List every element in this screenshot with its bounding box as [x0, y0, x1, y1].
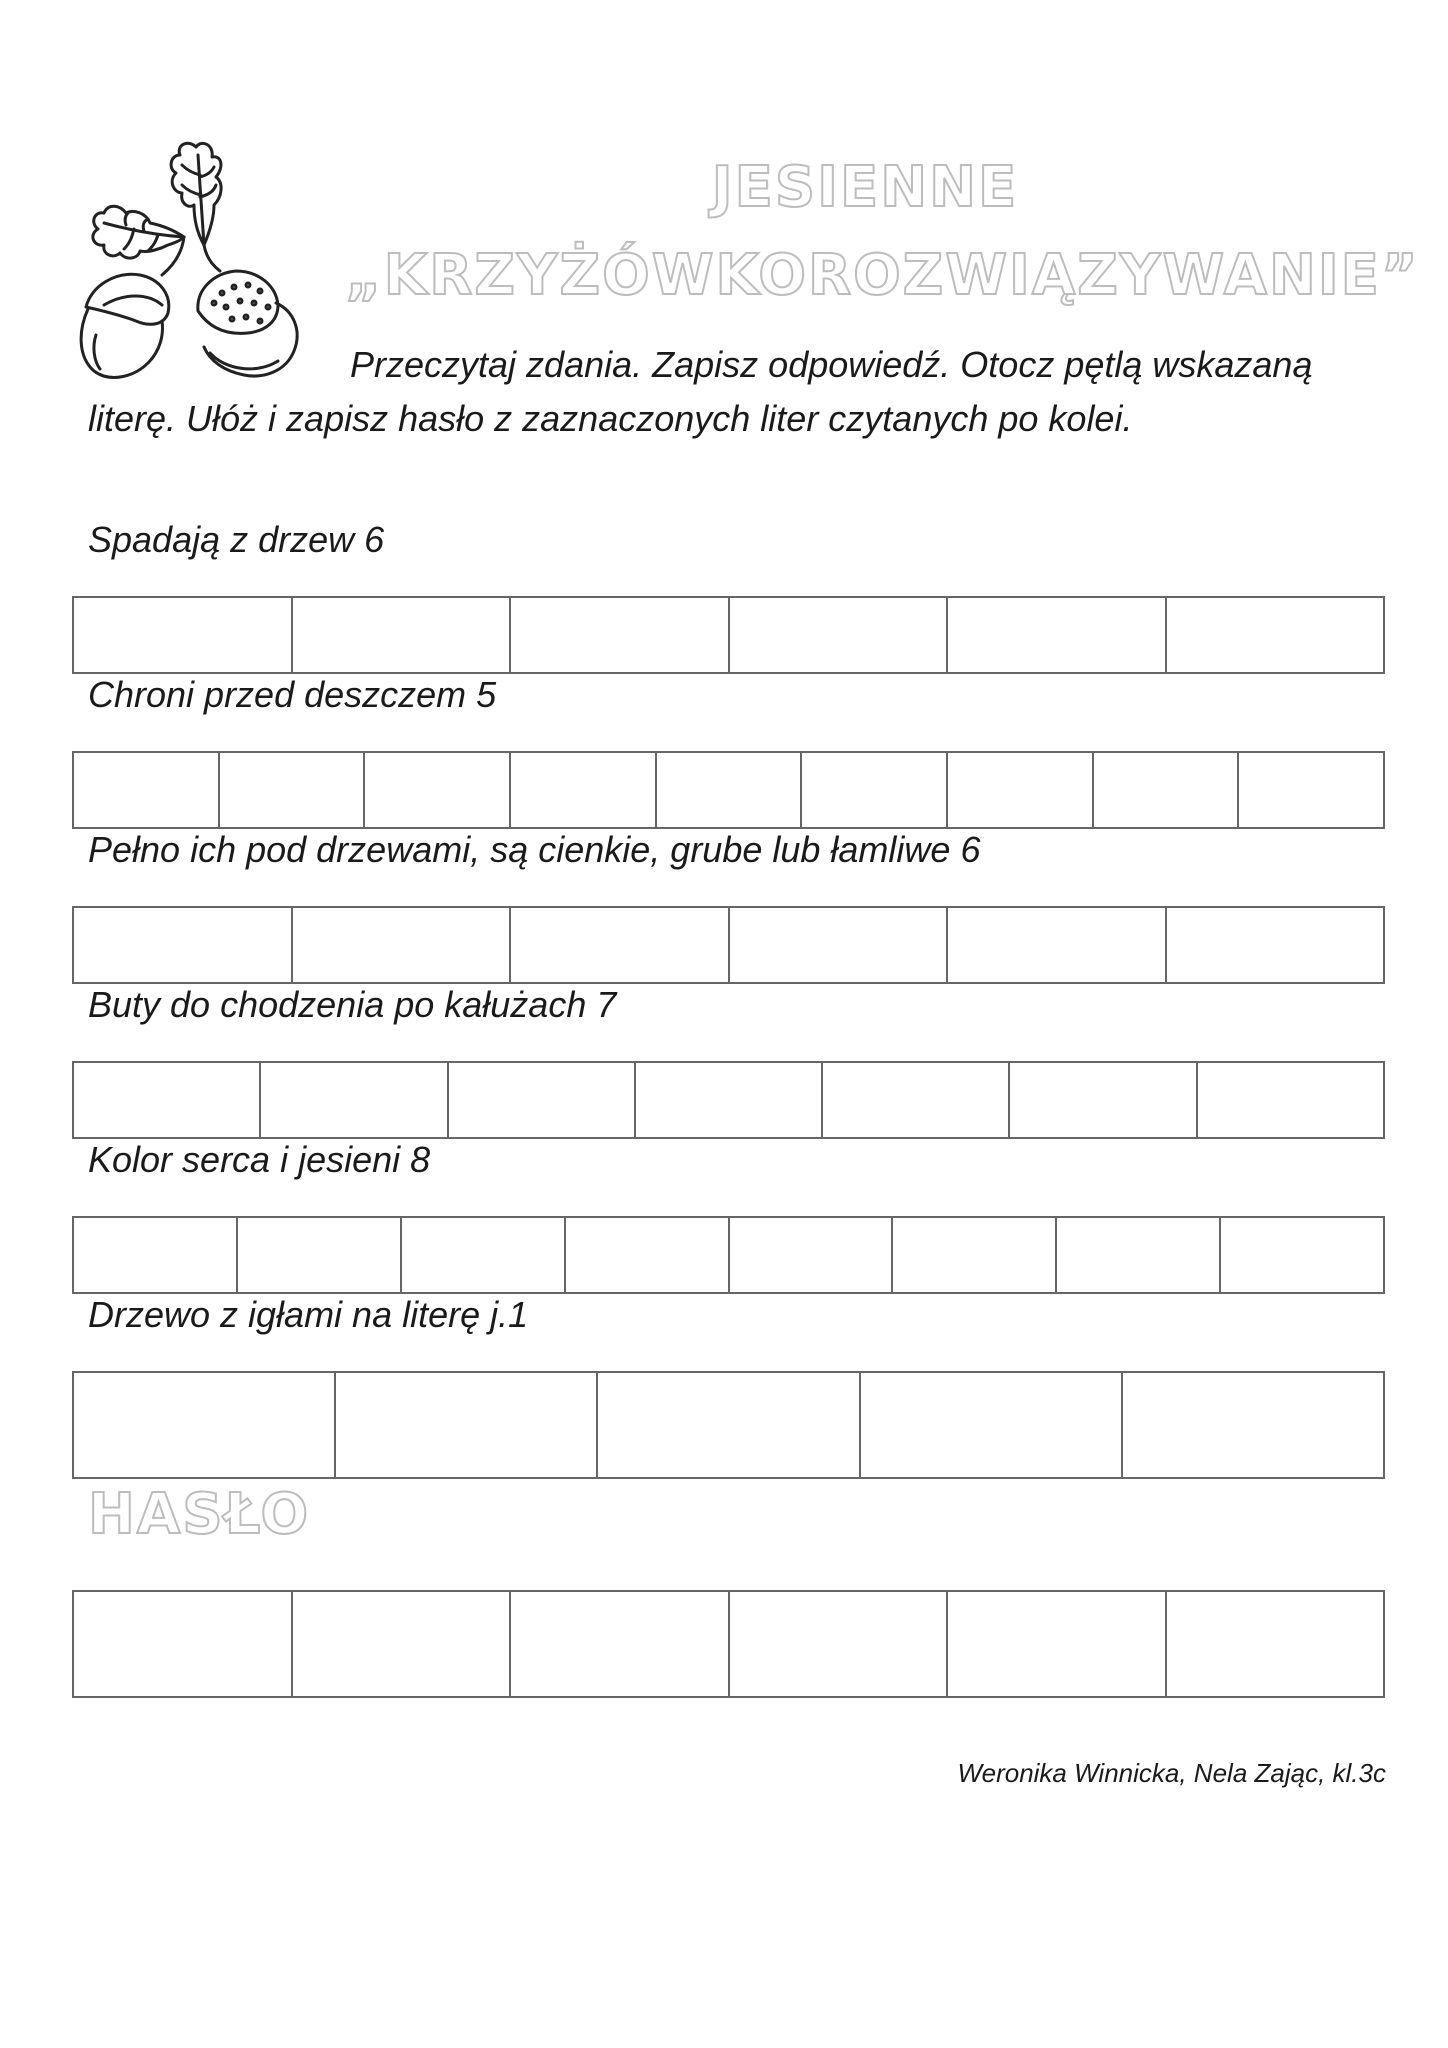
letter-box[interactable] [1094, 753, 1240, 827]
author-credit: Weronika Winnicka, Nela Zając, kl.3c [957, 1758, 1386, 1788]
letter-box[interactable] [730, 1592, 949, 1696]
answer-row [72, 906, 1385, 984]
letter-box[interactable] [74, 1218, 238, 1292]
letter-box[interactable] [1167, 1592, 1384, 1696]
answer-row [72, 751, 1385, 829]
answer-row [72, 596, 1385, 674]
letter-box[interactable] [336, 1373, 598, 1477]
letter-box[interactable] [511, 908, 730, 982]
clue-text: Spadają z drzew 6 [88, 519, 385, 560]
title-line-2: „KRZYŻÓWKOROZWIĄZYWANIE” [345, 243, 1420, 308]
letter-box[interactable] [74, 908, 293, 982]
letter-box[interactable] [74, 753, 220, 827]
letter-box[interactable] [1123, 1373, 1383, 1477]
letter-box[interactable] [893, 1218, 1057, 1292]
letter-box[interactable] [74, 1373, 336, 1477]
letter-box[interactable] [220, 753, 366, 827]
letter-box[interactable] [802, 753, 948, 827]
letter-box[interactable] [636, 1063, 823, 1137]
letter-box[interactable] [74, 1063, 261, 1137]
letter-box[interactable] [74, 1592, 293, 1696]
letter-box[interactable] [238, 1218, 402, 1292]
letter-box[interactable] [402, 1218, 566, 1292]
letter-box[interactable] [261, 1063, 448, 1137]
letter-box[interactable] [948, 1592, 1167, 1696]
letter-box[interactable] [365, 753, 511, 827]
clue-text: Pełno ich pod drzewami, są cienkie, grube lub łamliwe 6 [88, 829, 981, 870]
password-row [72, 1590, 1385, 1698]
letter-box[interactable] [1167, 598, 1384, 672]
letter-box[interactable] [566, 1218, 730, 1292]
clue-text: Drzewo z igłami na literę j.1 [88, 1294, 529, 1335]
letter-box[interactable] [293, 598, 512, 672]
password-label: HASŁO [88, 1482, 311, 1547]
letter-box[interactable] [74, 598, 293, 672]
letter-box[interactable] [511, 753, 657, 827]
clue-text: Kolor serca i jesieni 8 [88, 1139, 431, 1180]
clue-text: Chroni przed deszczem 5 [88, 674, 497, 715]
answer-row [72, 1371, 1385, 1479]
letter-box[interactable] [1198, 1063, 1383, 1137]
letter-box[interactable] [1239, 753, 1383, 827]
letter-box[interactable] [948, 598, 1167, 672]
letter-box[interactable] [1167, 908, 1384, 982]
letter-box[interactable] [861, 1373, 1123, 1477]
letter-box[interactable] [511, 1592, 730, 1696]
letter-box[interactable] [657, 753, 803, 827]
instructions-text: Przeczytaj zdania. Zapisz odpowiedź. Otocz pętlą wskazaną literę. Ułóż i zapisz hasło z zaznaczonych liter czytanych po kolei. [88, 344, 1313, 439]
letter-box[interactable] [730, 598, 949, 672]
clue-text: Buty do chodzenia po kałużach 7 [88, 984, 617, 1025]
letter-box[interactable] [293, 908, 512, 982]
letter-box[interactable] [948, 908, 1167, 982]
letter-box[interactable] [948, 753, 1094, 827]
answer-row [72, 1061, 1385, 1139]
letter-box[interactable] [1057, 1218, 1221, 1292]
letter-box[interactable] [293, 1592, 512, 1696]
instructions [88, 338, 1378, 446]
letter-box[interactable] [511, 598, 730, 672]
letter-box[interactable] [730, 908, 949, 982]
letter-box[interactable] [449, 1063, 636, 1137]
answer-row [72, 1216, 1385, 1294]
letter-box[interactable] [1010, 1063, 1197, 1137]
letter-box[interactable] [730, 1218, 894, 1292]
title-line-1: JESIENNE [711, 155, 1019, 220]
letter-box[interactable] [598, 1373, 860, 1477]
letter-box[interactable] [1221, 1218, 1383, 1292]
letter-box[interactable] [823, 1063, 1010, 1137]
